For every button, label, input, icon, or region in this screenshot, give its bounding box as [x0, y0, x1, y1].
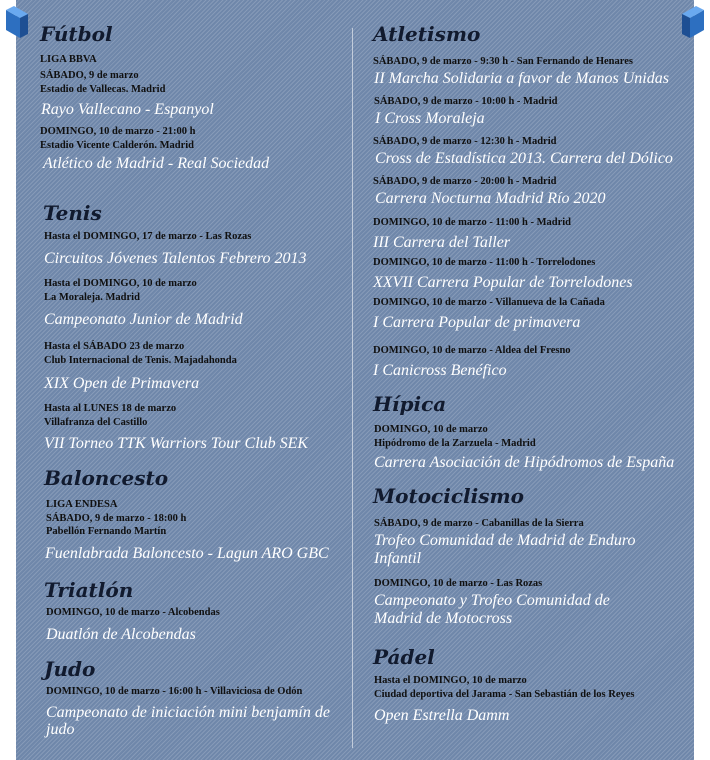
event-info: SÁBADO, 9 de marzo - 12:30 h - Madrid	[373, 136, 557, 147]
event-info: DOMINGO, 10 de marzo - Las Rozas	[374, 578, 543, 589]
event-info: DOMINGO, 10 de marzo - Villanueva de la Cañada	[373, 297, 605, 308]
event-info: DOMINGO, 10 de marzo - 16:00 h - Villaviciosa de Odón	[46, 686, 303, 697]
event-name: XXVII Carrera Popular de Torrelodones	[373, 274, 633, 291]
sport-title-baloncesto: Baloncesto	[44, 466, 169, 490]
event-date: SÁBADO, 9 de marzo	[40, 70, 139, 81]
event-info: SÁBADO, 9 de marzo - 10:00 h - Madrid	[374, 96, 558, 107]
event-info: DOMINGO, 10 de marzo - 11:00 h - Madrid	[373, 217, 572, 228]
event-date: Hasta al LUNES 18 de marzo	[44, 403, 177, 414]
event-name: Cross de Estadística 2013. Carrera del Dólico	[375, 150, 673, 167]
event-info: DOMINGO, 10 de marzo - 11:00 h - Torrelodones	[373, 257, 596, 268]
event-name: Infantil	[374, 550, 422, 567]
event-name: I Cross Moraleja	[375, 110, 485, 127]
event-info: DOMINGO, 10 de marzo - Alcobendas	[46, 607, 220, 618]
event-name: VII Torneo TTK Warriors Tour Club SEK	[44, 435, 309, 452]
event-name: Campeonato Junior de Madrid	[44, 311, 243, 328]
event-name: Rayo Vallecano - Espanyol	[41, 101, 214, 118]
event-name: Campeonato y Trofeo Comunidad de	[374, 592, 610, 609]
event-date: Hasta el SÁBADO 23 de marzo	[44, 341, 185, 352]
event-date: DOMINGO, 10 de marzo - 21:00 h	[40, 126, 196, 137]
sport-title-triatlon: Triatlón	[44, 578, 134, 602]
blue-ribbon-icon	[6, 6, 28, 38]
event-name: II Marcha Solidaria a favor de Manos Unidas	[374, 70, 669, 87]
event-place: Ciudad deportiva del Jarama - San Sebastián de los Reyes	[374, 689, 635, 700]
event-name: judo	[46, 721, 75, 738]
event-name: Madrid de Motocross	[374, 610, 513, 627]
sport-title-motociclismo: Motociclismo	[373, 484, 524, 508]
event-name: Atlético de Madrid - Real Sociedad	[43, 155, 270, 172]
blue-ribbon-icon	[682, 6, 704, 38]
column-divider	[352, 28, 353, 748]
league-label: LIGA BBVA	[40, 54, 97, 65]
event-info: DOMINGO, 10 de marzo - Aldea del Fresno	[373, 345, 571, 356]
league-label: LIGA ENDESA	[46, 499, 118, 510]
sport-title-tenis: Tenis	[43, 201, 102, 225]
event-info: SÁBADO, 9 de marzo - 9:30 h - San Fernando de Henares	[373, 56, 633, 67]
event-place: Estadio de Vallecas. Madrid	[40, 84, 166, 95]
event-date: SÁBADO, 9 de marzo - 18:00 h	[46, 513, 187, 524]
event-name: XIX Open de Primavera	[44, 375, 200, 392]
event-name: Open Estrella Damm	[374, 707, 510, 724]
sport-title-judo: Judo	[44, 657, 96, 681]
event-place: La Moraleja. Madrid	[44, 292, 140, 303]
event-info: SÁBADO, 9 de marzo - Cabanillas de la Sierra	[374, 518, 584, 529]
event-name: III Carrera del Taller	[373, 234, 511, 251]
event-name: Circuitos Jóvenes Talentos Febrero 2013	[44, 250, 307, 267]
event-place: Villafranza del Castillo	[44, 417, 148, 428]
event-info: SÁBADO, 9 de marzo - 20:00 h - Madrid	[373, 176, 557, 187]
sport-title-atletismo: Atletismo	[373, 22, 481, 46]
sport-title-padel: Pádel	[373, 645, 435, 669]
sport-title-hipica: Hípica	[373, 392, 447, 416]
event-date: Hasta el DOMINGO, 10 de marzo	[44, 278, 197, 289]
event-name: I Carrera Popular de primavera	[373, 314, 581, 331]
event-place: Pabellón Fernando Martín	[46, 526, 167, 537]
event-place: Club Internacional de Tenis. Majadahonda	[44, 355, 237, 366]
sport-title-futbol: Fútbol	[40, 22, 113, 46]
event-name: Carrera Nocturna Madrid Río 2020	[375, 190, 606, 207]
event-name: Carrera Asociación de Hipódromos de España	[374, 454, 675, 471]
event-name: Trofeo Comunidad de Madrid de Enduro	[374, 532, 636, 549]
event-info: Hasta el DOMINGO, 17 de marzo - Las Rozas	[44, 231, 252, 242]
event-name: Campeonato de iniciación mini benjamín de	[46, 704, 330, 721]
event-name: Fuenlabrada Baloncesto - Lagun ARO GBC	[45, 545, 329, 562]
event-name: I Canicross Benéfico	[373, 362, 507, 379]
event-name: Duatlón de Alcobendas	[46, 626, 196, 643]
event-date: DOMINGO, 10 de marzo	[374, 424, 488, 435]
event-place: Hipódromo de la Zarzuela - Madrid	[374, 438, 536, 449]
event-place: Estadio Vicente Calderón. Madrid	[40, 140, 194, 151]
event-date: Hasta el DOMINGO, 10 de marzo	[374, 675, 527, 686]
